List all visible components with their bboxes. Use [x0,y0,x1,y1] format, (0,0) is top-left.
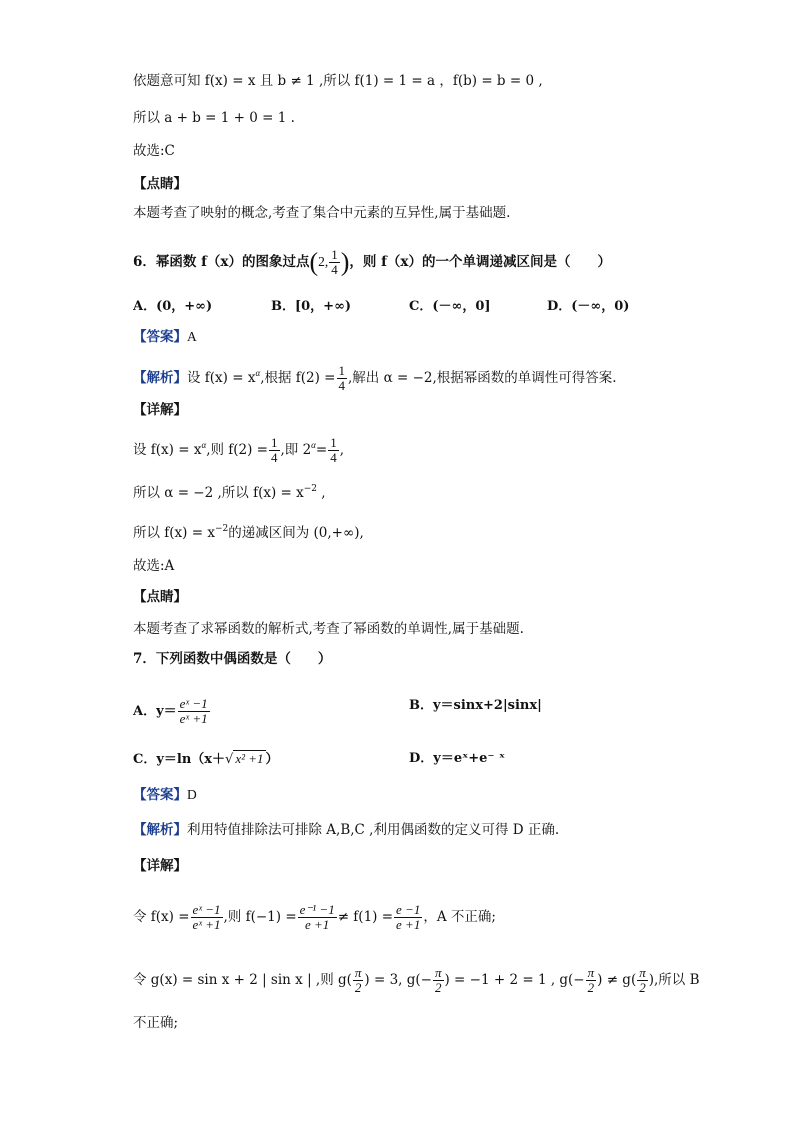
q6-option-a: A．(0，+∞) [133,299,213,314]
section-label: 【点睛】 [133,176,187,192]
answer-7 [133,786,197,804]
question-6 [133,248,611,277]
fraction [586,966,597,995]
fraction [394,903,422,932]
fraction-numerator: 1 [330,435,337,450]
fraction-denominator: e +1 [305,917,330,932]
detail-text: = [315,442,328,458]
text-line: 依题意可知 f(x) = x 且 b ≠ 1 ,所以 f(1) = 1 = a ，f(b) = b = 0 , [133,73,543,89]
fraction [328,436,339,465]
detail-text: ) = −1 + 2 = 1 , g(− [444,972,585,988]
fraction-denominator: 4 [271,450,278,465]
q7-option-c [133,750,279,769]
answer-6 [133,328,197,346]
answer-label: 【答案】 [133,787,187,803]
fraction-denominator: 2 [639,980,646,995]
fraction-numerator: eˣ −1 [192,902,221,917]
detail-line [133,903,496,932]
question-7: 7．下列函数中偶函数是（ ） [133,651,332,667]
exponent: α [255,368,261,378]
detail-text: 令 f(x) = [133,909,190,925]
fraction-denominator: 4 [330,450,337,465]
fraction-numerator: π [587,965,595,980]
fraction [353,966,364,995]
fraction-denominator: e +1 [396,917,421,932]
exponent: α [201,440,207,450]
fraction-numerator: π [434,965,442,980]
analysis-7 [133,821,559,839]
section-label: 【详解】 [133,402,187,418]
analysis-6 [133,364,617,393]
point-fraction [329,248,340,277]
detail-text: , [317,485,326,501]
fraction-denominator: 2 [434,980,442,995]
exponent: −2 [303,484,318,494]
option-text: ） [265,752,279,767]
q7-option-a [133,697,211,726]
fraction [178,697,210,726]
fraction-denominator: 4 [338,378,345,393]
sqrt-sign: √ [225,752,234,767]
question-6-suffix: ，则 f（x）的一个单调递减区间是（ ） [349,254,611,270]
fraction-numerator: π [639,965,646,980]
detail-text: ,则 f(−1) = [223,909,297,925]
fraction-numerator: e⁻¹ −1 [299,902,335,917]
fraction [191,903,223,932]
fraction [637,966,648,995]
detail-text: 所以 α = −2 ,所以 f(x) = x [133,485,304,501]
fraction-numerator: 1 [338,363,345,378]
analysis-text: ,根据 f(2) = [260,370,336,386]
fraction-numerator: π [354,965,362,980]
detail-text: 所以 f(x) = x [133,525,215,541]
analysis-label: 【解析】 [133,822,187,838]
fraction-numerator: eˣ −1 [179,696,208,711]
detail-text: ，A 不正确; [423,909,496,925]
exponent: −2 [214,524,229,534]
q7-option-d: D．y＝eˣ+e⁻ ˣ [409,751,506,766]
section-label: 【点睛】 [133,589,187,605]
detail-text: 的递减区间为 (0,+∞), [228,525,364,541]
text-line: 本题考查了求幂函数的解析式,考查了幂函数的单调性,属于基础题. [133,621,524,637]
q6-option-c: C．(－∞，0] [409,299,491,314]
sqrt-radicand: x² +1 [235,751,264,766]
analysis-text: 利用特值排除法可排除 A,B,C ,利用偶函数的定义可得 D 正确. [187,822,560,838]
fraction-denominator: 2 [587,980,595,995]
fraction [298,903,337,932]
fraction-numerator: 1 [271,435,278,450]
detail-line [133,480,326,502]
fraction [433,966,444,995]
q6-option-d: D．(－∞，0) [547,299,630,314]
detail-text: ,则 f(2) = [206,442,268,458]
fraction [337,364,348,393]
answer-value: D [187,787,197,802]
option-label: A．y＝ [133,704,177,719]
exponent: α [311,440,316,450]
analysis-label: 【解析】 [133,370,187,386]
text-line: 不正确; [133,1015,179,1031]
section-label: 【详解】 [133,858,187,874]
text-line: 所以 a + b = 1 + 0 = 1 . [133,110,295,126]
paren-close: ) [340,247,350,277]
answer-label: 【答案】 [133,329,187,345]
q7-option-b: B．y＝sinx+2|sinx| [409,698,542,713]
detail-line [133,436,344,465]
fraction-denominator: 2 [354,980,362,995]
detail-text: , [339,442,345,458]
option-label: C．y＝ln（x＋ [133,752,226,767]
fraction-denominator: eˣ +1 [179,711,208,726]
question-6-prefix: 6．幂函数 f（x）的图象过点 [133,254,310,270]
fraction-denominator: eˣ +1 [192,917,221,932]
detail-line [133,520,364,542]
fraction-numerator: e −1 [396,902,421,917]
q6-option-b: B．[0，+∞) [271,299,352,314]
text-line: 故选:C [133,143,175,159]
text-line: 本题考查了映射的概念,考查了集合中元素的互异性,属于基础题. [133,205,511,221]
analysis-text: 设 f(x) = x [187,370,256,386]
answer-value: A [187,329,197,344]
text-line: 故选:A [133,558,175,574]
detail-text: 令 g(x) = sin x + 2 | sin x | ,则 g( [133,972,352,988]
detail-text: ≠ f(1) = [337,909,394,925]
paren-open: ( [309,247,319,277]
fraction [269,436,280,465]
fraction-numerator: 1 [331,247,338,262]
detail-line [133,966,700,995]
analysis-text: ,解出 α = −2,根据幂函数的单调性可得答案. [348,370,617,386]
detail-text: ) = 3, g(− [364,972,432,988]
point-x: 2, [318,254,329,269]
detail-text: ) ≠ g( [597,972,637,988]
fraction-denominator: 4 [331,262,338,277]
detail-text: ),所以 B [648,972,700,988]
detail-text: ,即 2 [280,442,312,458]
detail-text: 设 f(x) = x [133,442,202,458]
